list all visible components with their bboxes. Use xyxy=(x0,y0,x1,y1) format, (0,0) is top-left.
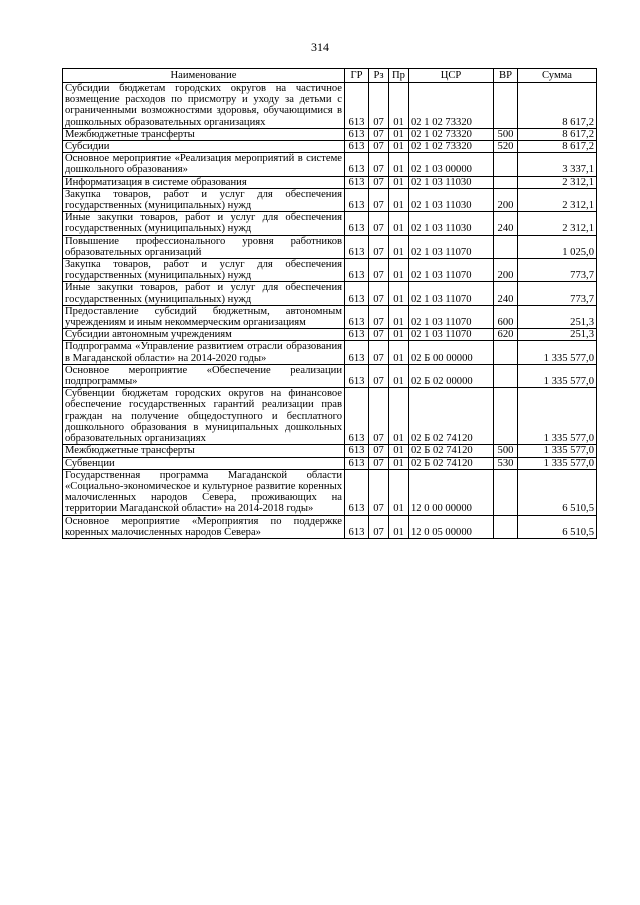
cell-csr: 02 Б 00 00000 xyxy=(409,341,494,364)
cell-gr: 613 xyxy=(345,305,369,328)
cell-csr: 02 Б 02 74120 xyxy=(409,457,494,469)
cell-vr xyxy=(494,341,518,364)
cell-gr: 613 xyxy=(345,153,369,176)
cell-rz: 07 xyxy=(369,388,389,445)
table-row xyxy=(63,388,597,445)
cell-vr xyxy=(494,83,518,129)
cell-rz: 07 xyxy=(369,259,389,282)
cell-rz: 07 xyxy=(369,329,389,341)
cell-pr: 01 xyxy=(389,212,409,235)
cell-sum: 3 337,1 xyxy=(518,153,597,176)
cell-gr: 613 xyxy=(345,141,369,153)
cell-pr: 01 xyxy=(389,457,409,469)
table-row xyxy=(63,469,597,515)
cell-gr: 613 xyxy=(345,235,369,258)
table-row xyxy=(63,445,597,457)
table-row xyxy=(63,176,597,188)
cell-name: Субвенции бюджетам городских округов на финансовое обеспечение государственных гарантий реализации прав граждан на получение общедоступного и бесплатного дошкольного образования в муниципальных дошкольных образовательных организациях xyxy=(63,388,345,445)
table-body xyxy=(63,83,597,539)
cell-name: Основное мероприятие «Обеспечение реализации подпрограммы» xyxy=(63,364,345,387)
cell-pr: 01 xyxy=(389,305,409,328)
cell-gr: 613 xyxy=(345,341,369,364)
cell-sum: 773,7 xyxy=(518,259,597,282)
cell-csr: 02 1 03 11070 xyxy=(409,235,494,258)
cell-pr: 01 xyxy=(389,469,409,515)
cell-name: Межбюджетные трансферты xyxy=(63,445,345,457)
cell-csr: 02 Б 02 74120 xyxy=(409,445,494,457)
header-csr: ЦСР xyxy=(409,69,494,83)
cell-pr: 01 xyxy=(389,153,409,176)
cell-name: Иные закупки товаров, работ и услуг для обеспечения государственных (муниципальных) нужд xyxy=(63,212,345,235)
cell-rz: 07 xyxy=(369,83,389,129)
cell-pr: 01 xyxy=(389,188,409,211)
cell-vr: 200 xyxy=(494,188,518,211)
cell-csr: 02 1 03 11070 xyxy=(409,282,494,305)
cell-sum: 6 510,5 xyxy=(518,515,597,538)
cell-pr: 01 xyxy=(389,83,409,129)
cell-vr: 620 xyxy=(494,329,518,341)
cell-pr: 01 xyxy=(389,128,409,140)
cell-sum: 1 335 577,0 xyxy=(518,341,597,364)
cell-name: Межбюджетные трансферты xyxy=(63,128,345,140)
page-number: 314 xyxy=(311,40,329,54)
cell-rz: 07 xyxy=(369,341,389,364)
cell-sum: 2 312,1 xyxy=(518,176,597,188)
cell-vr: 500 xyxy=(494,445,518,457)
cell-vr: 240 xyxy=(494,212,518,235)
cell-vr: 520 xyxy=(494,141,518,153)
cell-vr xyxy=(494,469,518,515)
cell-sum: 6 510,5 xyxy=(518,469,597,515)
cell-csr: 02 1 03 11070 xyxy=(409,259,494,282)
cell-gr: 613 xyxy=(345,388,369,445)
cell-csr: 02 Б 02 00000 xyxy=(409,364,494,387)
cell-rz: 07 xyxy=(369,212,389,235)
cell-csr: 02 1 02 73320 xyxy=(409,128,494,140)
table-row xyxy=(63,341,597,364)
header-gr: ГР xyxy=(345,69,369,83)
cell-csr: 02 1 03 00000 xyxy=(409,153,494,176)
table-row xyxy=(63,364,597,387)
cell-gr: 613 xyxy=(345,188,369,211)
cell-name: Информатизация в системе образования xyxy=(63,176,345,188)
cell-sum: 1 335 577,0 xyxy=(518,457,597,469)
cell-gr: 613 xyxy=(345,83,369,129)
table-row xyxy=(63,329,597,341)
cell-name: Предоставление субсидий бюджетным, автономным учреждениям и иным некоммерческим организациям xyxy=(63,305,345,328)
cell-pr: 01 xyxy=(389,282,409,305)
cell-gr: 613 xyxy=(345,364,369,387)
table-row xyxy=(63,141,597,153)
cell-gr: 613 xyxy=(345,259,369,282)
cell-rz: 07 xyxy=(369,445,389,457)
cell-name: Субсидии xyxy=(63,141,345,153)
cell-gr: 613 xyxy=(345,128,369,140)
cell-pr: 01 xyxy=(389,341,409,364)
cell-rz: 07 xyxy=(369,153,389,176)
cell-vr: 530 xyxy=(494,457,518,469)
cell-name: Закупка товаров, работ и услуг для обеспечения государственных (муниципальных) нужд xyxy=(63,259,345,282)
cell-csr: 12 0 00 00000 xyxy=(409,469,494,515)
cell-gr: 613 xyxy=(345,457,369,469)
cell-sum: 773,7 xyxy=(518,282,597,305)
cell-rz: 07 xyxy=(369,176,389,188)
cell-csr: 02 Б 02 74120 xyxy=(409,388,494,445)
header-pr: Пр xyxy=(389,69,409,83)
cell-vr: 500 xyxy=(494,128,518,140)
cell-rz: 07 xyxy=(369,188,389,211)
cell-csr: 02 1 03 11030 xyxy=(409,176,494,188)
table-row xyxy=(63,153,597,176)
cell-name: Повышение профессионального уровня работников образовательных организаций xyxy=(63,235,345,258)
cell-gr: 613 xyxy=(345,469,369,515)
cell-vr xyxy=(494,176,518,188)
cell-pr: 01 xyxy=(389,515,409,538)
cell-name: Подпрограмма «Управление развитием отрасли образования в Магаданской области» на 2014-2020 годы» xyxy=(63,341,345,364)
cell-pr: 01 xyxy=(389,176,409,188)
cell-csr: 02 1 03 11030 xyxy=(409,212,494,235)
cell-name: Основное мероприятие «Мероприятия по поддержке коренных малочисленных народов Севера» xyxy=(63,515,345,538)
cell-csr: 02 1 03 11030 xyxy=(409,188,494,211)
cell-name: Иные закупки товаров, работ и услуг для обеспечения государственных (муниципальных) нужд xyxy=(63,282,345,305)
cell-gr: 613 xyxy=(345,515,369,538)
cell-sum: 1 335 577,0 xyxy=(518,445,597,457)
header-rz: Рз xyxy=(369,69,389,83)
cell-pr: 01 xyxy=(389,388,409,445)
cell-sum: 1 335 577,0 xyxy=(518,388,597,445)
cell-vr xyxy=(494,235,518,258)
table-row xyxy=(63,83,597,129)
cell-csr: 02 1 03 11070 xyxy=(409,329,494,341)
table-row xyxy=(63,305,597,328)
cell-name: Субвенции xyxy=(63,457,345,469)
cell-rz: 07 xyxy=(369,515,389,538)
cell-csr: 02 1 02 73320 xyxy=(409,141,494,153)
cell-gr: 613 xyxy=(345,212,369,235)
cell-gr: 613 xyxy=(345,282,369,305)
header-sum: Сумма xyxy=(518,69,597,83)
cell-sum: 8 617,2 xyxy=(518,128,597,140)
table-header-row xyxy=(63,69,597,83)
cell-sum: 2 312,1 xyxy=(518,188,597,211)
cell-name: Государственная программа Магаданской области «Социально-экономическое и культурное развитие коренных малочисленных народов Севера, проживающих на территории Магаданской области» на 2014-2018 годы» xyxy=(63,469,345,515)
cell-csr: 12 0 05 00000 xyxy=(409,515,494,538)
cell-vr: 200 xyxy=(494,259,518,282)
cell-sum: 8 617,2 xyxy=(518,141,597,153)
cell-rz: 07 xyxy=(369,282,389,305)
table-row xyxy=(63,282,597,305)
cell-gr: 613 xyxy=(345,176,369,188)
table-row xyxy=(63,259,597,282)
table-row xyxy=(63,515,597,538)
cell-rz: 07 xyxy=(369,364,389,387)
table-row xyxy=(63,457,597,469)
cell-vr: 240 xyxy=(494,282,518,305)
header-name: Наименование xyxy=(63,69,345,83)
cell-pr: 01 xyxy=(389,445,409,457)
cell-gr: 613 xyxy=(345,329,369,341)
cell-name: Закупка товаров, работ и услуг для обеспечения государственных (муниципальных) нужд xyxy=(63,188,345,211)
cell-rz: 07 xyxy=(369,128,389,140)
cell-sum: 1 335 577,0 xyxy=(518,364,597,387)
cell-pr: 01 xyxy=(389,259,409,282)
cell-vr xyxy=(494,364,518,387)
table-row xyxy=(63,235,597,258)
cell-rz: 07 xyxy=(369,141,389,153)
budget-table xyxy=(62,68,597,539)
cell-sum: 8 617,2 xyxy=(518,83,597,129)
cell-pr: 01 xyxy=(389,329,409,341)
cell-rz: 07 xyxy=(369,235,389,258)
cell-sum: 251,3 xyxy=(518,329,597,341)
cell-name: Субсидии бюджетам городских округов на частичное возмещение расходов по присмотру и уходу за детьми с ограниченными возможностями здоровья, обучающимися в дошкольных образовательных организациях xyxy=(63,83,345,129)
cell-name: Субсидии автономным учреждениям xyxy=(63,329,345,341)
table-row xyxy=(63,188,597,211)
cell-name: Основное мероприятие «Реализация мероприятий в системе дошкольного образования» xyxy=(63,153,345,176)
cell-sum: 2 312,1 xyxy=(518,212,597,235)
cell-vr xyxy=(494,515,518,538)
cell-sum: 251,3 xyxy=(518,305,597,328)
cell-vr xyxy=(494,388,518,445)
cell-sum: 1 025,0 xyxy=(518,235,597,258)
table-row xyxy=(63,128,597,140)
cell-pr: 01 xyxy=(389,364,409,387)
cell-vr xyxy=(494,153,518,176)
cell-gr: 613 xyxy=(345,445,369,457)
cell-rz: 07 xyxy=(369,457,389,469)
cell-csr: 02 1 03 11070 xyxy=(409,305,494,328)
cell-vr: 600 xyxy=(494,305,518,328)
cell-pr: 01 xyxy=(389,141,409,153)
cell-csr: 02 1 02 73320 xyxy=(409,83,494,129)
cell-rz: 07 xyxy=(369,469,389,515)
cell-pr: 01 xyxy=(389,235,409,258)
header-vr: ВР xyxy=(494,69,518,83)
cell-rz: 07 xyxy=(369,305,389,328)
table-row xyxy=(63,212,597,235)
